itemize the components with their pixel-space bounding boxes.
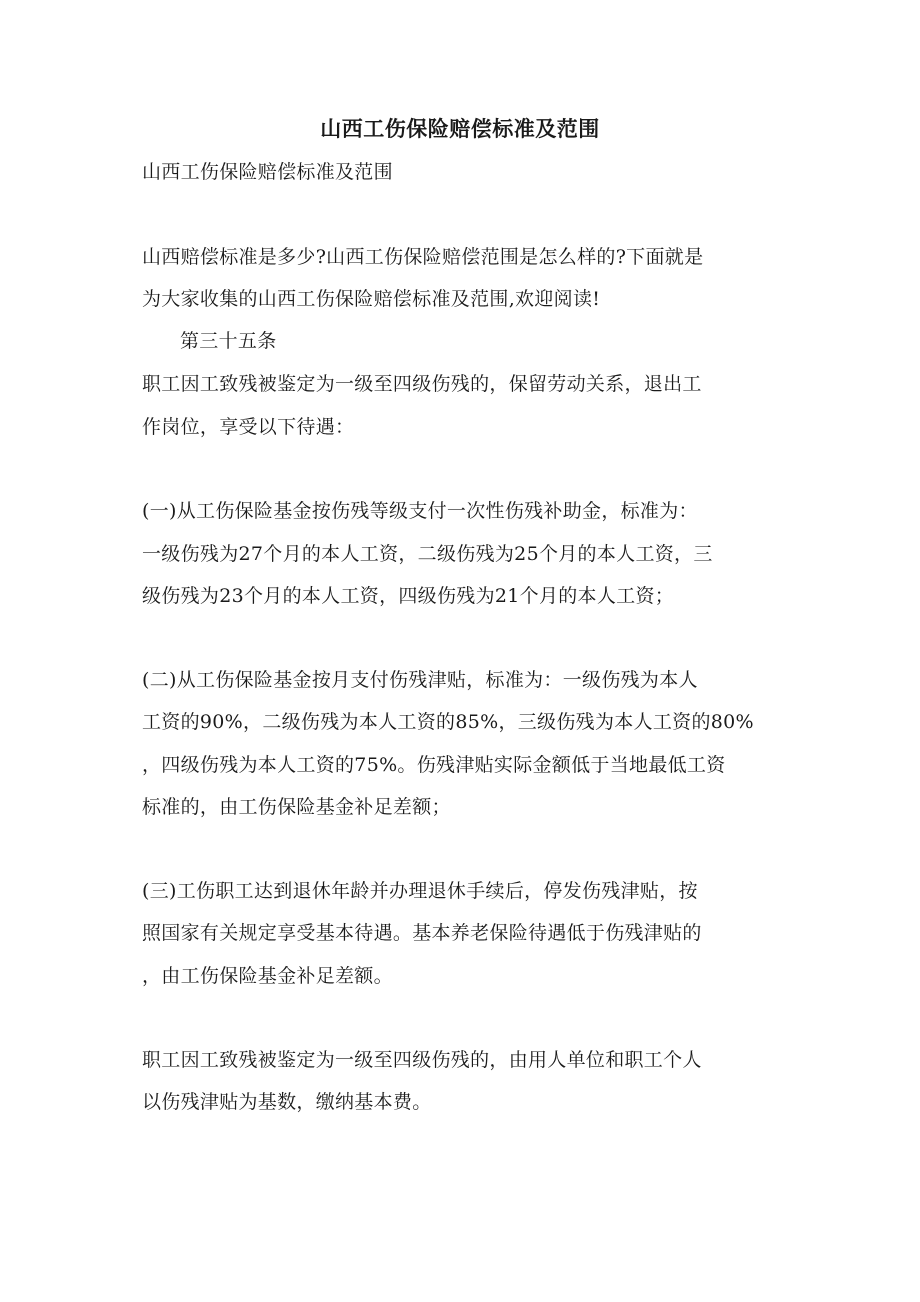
clause-3-line-2: 照国家有关规定享受基本待遇。基本养老保险待遇低于伤残津贴的 bbox=[142, 922, 702, 944]
clause-2-line-4: 标准的，由工伤保险基金补足差额； bbox=[142, 796, 451, 818]
clause-3-line-1: (三)工伤职工达到退休年龄并办理退休手续后，停发伤残津贴，按 bbox=[142, 880, 698, 902]
clause-2-line-3: ，四级伤残为本人工资的75%。伤残津贴实际金额低于当地最低工资 bbox=[142, 754, 726, 776]
article-line-1: 职工因工致残被鉴定为一级至四级伤残的，保留劳动关系，退出工 bbox=[142, 373, 702, 395]
subtitle-line: 山西工伤保险赔偿标准及范围 bbox=[142, 161, 393, 183]
clause-1-line-1: (一)从工伤保险基金按伤残等级支付一次性伤残补助金，标准为： bbox=[142, 500, 698, 522]
clause-1-line-3: 级伤残为23个月的本人工资，四级伤残为21个月的本人工资； bbox=[142, 585, 675, 607]
clause-1-line-2: 一级伤残为27个月的本人工资，二级伤残为25个月的本人工资，三 bbox=[142, 543, 713, 565]
closing-line-1: 职工因工致残被鉴定为一级至四级伤残的，由用人单位和职工个人 bbox=[142, 1049, 702, 1071]
intro-line-2: 为大家收集的山西工伤保险赔偿标准及范围,欢迎阅读! bbox=[142, 288, 601, 310]
document-title: 山西工伤保险赔偿标准及范围 bbox=[320, 116, 600, 141]
clause-2-line-2: 工资的90%，二级伤残为本人工资的85%，三级伤残为本人工资的80% bbox=[142, 711, 754, 733]
intro-line-1: 山西赔偿标准是多少?山西工伤保险赔偿范围是怎么样的?下面就是 bbox=[142, 246, 704, 268]
article-heading: 第三十五条 bbox=[180, 330, 277, 352]
closing-line-2: 以伤残津贴为基数，缴纳基本费。 bbox=[142, 1091, 432, 1113]
clause-2-line-1: (二)从工伤保险基金按月支付伤残津贴，标准为：一级伤残为本人 bbox=[142, 669, 698, 691]
article-line-2: 作岗位，享受以下待遇： bbox=[142, 416, 355, 438]
clause-3-line-3: ，由工伤保险基金补足差额。 bbox=[142, 965, 393, 987]
